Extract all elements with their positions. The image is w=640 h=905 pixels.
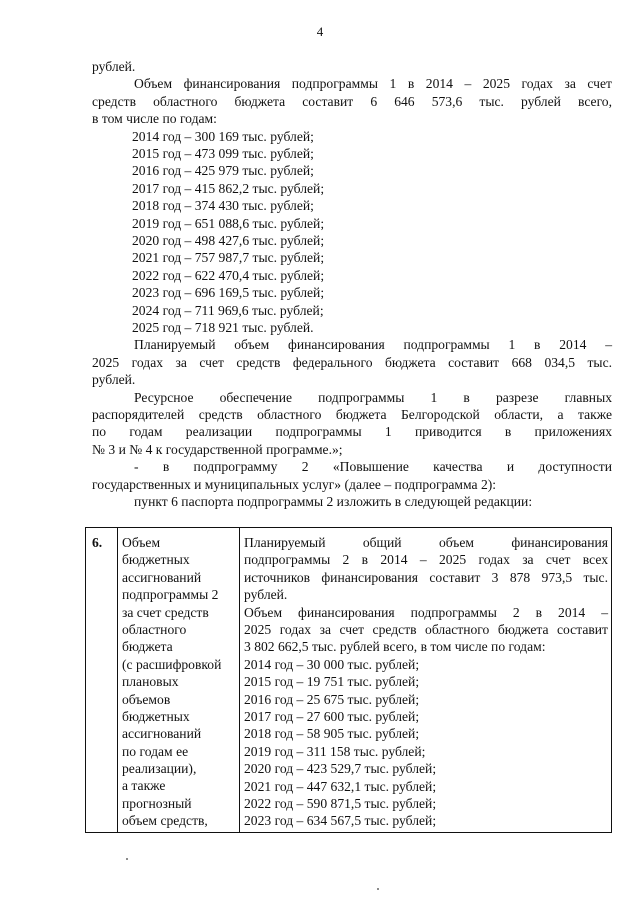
sub1-regional-line-1: Объем финансирования подпрограммы 1 в 2014 – 2025 годах за счет [134,76,612,92]
scan-speck [377,888,379,890]
carry-over-line: рублей. [92,59,136,74]
name-line: а также [122,778,166,794]
table-row [86,528,612,833]
row-number: 6. [86,528,118,833]
total-line-4: рублей. [244,587,288,603]
year-item: 2022 год – 590 871,5 тыс. рублей; [244,795,437,811]
name-line: подпрограммы 2 [122,587,219,603]
year-item: 2023 год – 634 567,5 тыс. рублей; [244,813,437,829]
federal-line-1: Планируемый объем финансирования подпрограммы 1 в 2014 – [134,337,612,353]
sub2-intro-line-2: государственных и муниципальных услуг» (далее – подпрограмма 2): [92,476,497,492]
name-line: (с расшифровкой [122,656,222,672]
year-item: 2019 год – 651 088,6 тыс. рублей; [132,215,325,231]
name-line: по годам ее [122,743,189,759]
resources-line-4: № 3 и № 4 к государственной программе.»; [92,441,343,457]
name-line: областного [122,621,187,637]
year-item: 2015 год – 19 751 тыс. рублей; [244,674,420,690]
year-item: 2021 год – 757 987,7 тыс. рублей; [132,250,325,266]
resources-line-2: распорядителей средств областного бюджета Белгородской области, а также [92,406,612,422]
sub2-intro-line-1: - в подпрограмму 2 «Повышение качества и доступности [134,459,612,475]
year-item: 2024 год – 711 969,6 тыс. рублей; [132,302,324,318]
name-line: бюджетных [122,552,190,568]
total-line-2: подпрограммы 2 в 2014 – 2025 годах за счет всех [244,552,608,568]
name-line: Объем [122,535,161,550]
federal-line-3: рублей. [92,372,136,388]
total-line-3: источников финансирования составит 3 878 973,5 тыс. [244,569,608,585]
resources-line-3: по годам реализации подпрограммы 1 приводится в приложениях [92,424,612,440]
year-item: 2020 год – 498 427,6 тыс. рублей; [132,232,325,248]
row-name-cell [118,528,240,833]
total-line-1: Планируемый общий объем финансирования [244,535,608,550]
year-item: 2023 год – 696 169,5 тыс. рублей; [132,285,325,301]
resources-line-1: Ресурсное обеспечение подпрограммы 1 в разрезе главных [134,389,612,405]
year-item: 2014 год – 300 169 тыс. рублей; [132,128,314,144]
passport-table [85,527,612,833]
year-item: 2018 год – 374 430 тыс. рублей; [132,198,314,214]
year-item: 2025 год – 718 921 тыс. рублей. [132,319,314,335]
year-item: 2016 год – 25 675 тыс. рублей; [244,691,420,707]
year-item: 2016 год – 425 979 тыс. рублей; [132,163,314,179]
year-item: 2021 год – 447 632,1 тыс. рублей; [244,778,437,794]
name-line: объем средств, [122,813,208,829]
row-content-cell [240,528,612,833]
federal-line-2: 2025 годах за счет средств федерального бюджета составит 668 034,5 тыс. [92,354,612,370]
name-line: плановых [122,674,179,690]
sub1-regional-line-2: средств областного бюджета составит 6 646 573,6 тыс. рублей всего, [92,93,612,109]
page-number: 4 [316,24,324,39]
year-item: 2014 год – 30 000 тыс. рублей; [244,656,420,672]
name-line: реализации), [122,761,197,777]
sub1-years-list [92,128,612,337]
scan-speck [126,858,128,860]
document-body [92,58,612,510]
name-line: бюджетных [122,708,190,724]
year-item: 2015 год – 473 099 тыс. рублей; [132,146,314,162]
year-item: 2022 год – 622 470,4 тыс. рублей; [132,267,325,283]
year-item: 2017 год – 415 862,2 тыс. рублей; [132,180,325,196]
year-item: 2020 год – 423 529,7 тыс. рублей; [244,761,437,777]
name-line: прогнозный [122,795,192,811]
sub1-regional-line-3: в том числе по годам: [92,111,217,127]
year-item: 2019 год – 311 158 тыс. рублей; [244,743,426,759]
regional-line-3: 3 802 662,5 тыс. рублей всего, в том числе по годам: [244,639,546,655]
sub2-intro-line-3: пункт 6 паспорта подпрограммы 2 изложить в следующей редакции: [134,493,533,509]
name-line: за счет средств [122,604,209,620]
regional-line-2: 2025 годах за счет средств областного бюджета составит [244,622,608,638]
year-item: 2018 год – 58 905 тыс. рублей; [244,726,420,742]
sub2-years-list [244,656,608,830]
regional-line-1: Объем финансирования подпрограммы 2 в 2014 – [244,604,608,620]
name-line: ассигнований [122,569,202,585]
name-line: ассигнований [122,726,202,742]
year-item: 2017 год – 27 600 тыс. рублей; [244,709,420,725]
name-line: объемов [122,691,171,707]
name-line: бюджета [122,639,173,655]
